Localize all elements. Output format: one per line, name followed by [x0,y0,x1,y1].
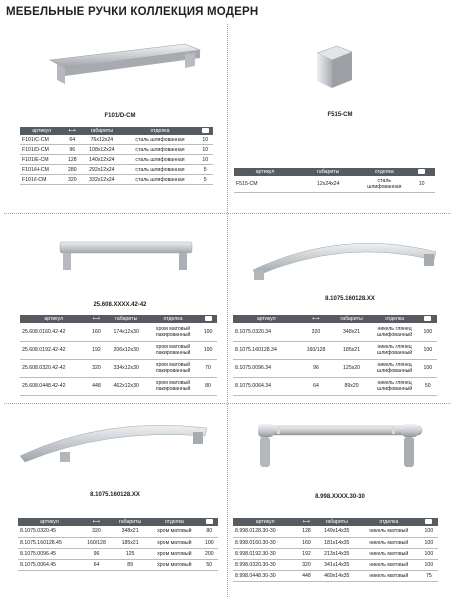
header-finish: отделка [148,518,201,526]
table-row: 25.608.0192.42-42 192 206x12x30 хром матовый лакированный 100 [20,341,217,359]
table-row: 8.998.0320.30-30 320 341x14x35 никель матовый 100 [233,559,438,570]
table-row: 8.1075.0096.45 96 125 хром матовый 200 [18,548,218,559]
table-row: 8.998.0160.30-30 160 181x14x35 никель матовый 100 [233,537,438,548]
table-row: 25.608.0160.42-42 160 174x12x30 хром матовый лакированный 100 [20,323,217,341]
code-p6: 8.998.XXXX.30-30 [315,494,365,500]
table-row: 8.1075.0096.34 96 125x20 никель глянец шлифованный 100 [233,359,437,377]
divider-2 [4,403,451,404]
header-finish: отделка [358,518,420,526]
header-article: артикул [20,315,87,323]
table-row: 25.608.0320.42-42 320 334x12x30 хром матовый лакированный 70 [20,359,217,377]
table-row: F101/D-CM 96 108x12x24 сталь шлифованная 10 [20,145,213,155]
header-arrow: ⟷ [63,127,81,135]
page-title: МЕБЕЛЬНЫЕ РУЧКИ КОЛЛЕКЦИЯ МОДЕРН [6,6,259,18]
handle-8998-image [252,418,432,478]
table-row: 8.1075.160128.34 160/128 185x21 никель глянец шлифованный 100 [233,341,437,359]
header-article: артикул [233,315,299,323]
header-article: артикул [234,168,296,176]
handle-81075-nickel-image [248,230,443,285]
header-article: артикул [20,127,63,135]
table-row: 8.1075.0320.45 320 348x21 хром матовый 80 [18,526,218,537]
table-p4 [233,315,437,396]
code-p5: 8.1075.160128.XX [90,492,140,498]
header-arrow: ⟷ [81,518,112,526]
header-dims: габариты [112,518,148,526]
table-p1 [20,127,213,185]
table-row: 8.1075.160128.45 160/128 185x21 хром матовый 100 [18,537,218,548]
table-row: F101/C-CM 64 76x12x24 сталь шлифованная 10 [20,135,213,145]
table-row: F101/E-CM 128 140x12x24 сталь шлифованная 10 [20,155,213,165]
code-p1: F101/D-CM [104,113,136,119]
header-article: артикул [233,518,297,526]
header-arrow: ⟷ [299,315,332,323]
header-arrow: ⟷ [297,518,315,526]
table-row: F101/I-CM 320 332x12x24 сталь шлифованная 5 [20,175,213,185]
package-icon [420,518,438,526]
header-dims: габариты [316,518,358,526]
header-finish: отделка [371,315,419,323]
table-row: 8.1075.0320.34 320 348x21 никель глянец шлифованный 100 [233,323,437,341]
vertical-divider [227,24,228,597]
package-icon [201,518,218,526]
code-p3: 25.608.XXXX.42-42 [93,302,147,308]
header-dims: габариты [105,315,147,323]
package-icon [408,168,435,176]
table-row: F101/H-CM 280 292x12x24 сталь шлифованная 5 [20,165,213,175]
table-row: 8.1075.0064.34 64 89x20 никель глянец шлифованный 50 [233,377,437,395]
handle-f101-image [45,38,205,88]
table-row: 25.608.0448.42-42 448 462x12x30 хром матовый лакированный 80 [20,377,217,395]
header-finish: отделка [147,315,199,323]
table-p6 [233,518,438,582]
table-row: 8.998.0448.30-30 448 469x14x35 никель матовый 75 [233,570,438,581]
header-finish: отделка [360,168,408,176]
header-dims: габариты [81,127,122,135]
table-p5 [18,518,218,571]
package-icon [419,315,437,323]
handle-f515-image [312,38,362,98]
header-finish: отделка [123,127,198,135]
header-dims: габариты [333,315,371,323]
handle-25608-image [55,236,195,281]
table-p3 [20,315,217,396]
package-icon [199,315,217,323]
header-arrow: ⟷ [87,315,105,323]
header-dims: габариты [296,168,360,176]
table-row: 8.1075.0064.45 64 89 хром матовый 50 [18,559,218,570]
table-row: 8.998.0192.30-30 192 213x14x35 никель матовый 100 [233,548,438,559]
package-icon [197,127,213,135]
code-p2: F515-CM [327,112,353,118]
table-row: 8.998.0128.30-30 128 149x14x35 никель матовый 100 [233,526,438,537]
divider-1 [4,213,451,214]
header-article: артикул [18,518,81,526]
table-p2 [234,168,435,193]
handle-81075-chrome-image [15,416,215,476]
table-row: F515-CM 12x24x24 сталь шлифованная 10 [234,176,435,192]
code-p4: 8.1075.160128.XX [325,296,375,302]
